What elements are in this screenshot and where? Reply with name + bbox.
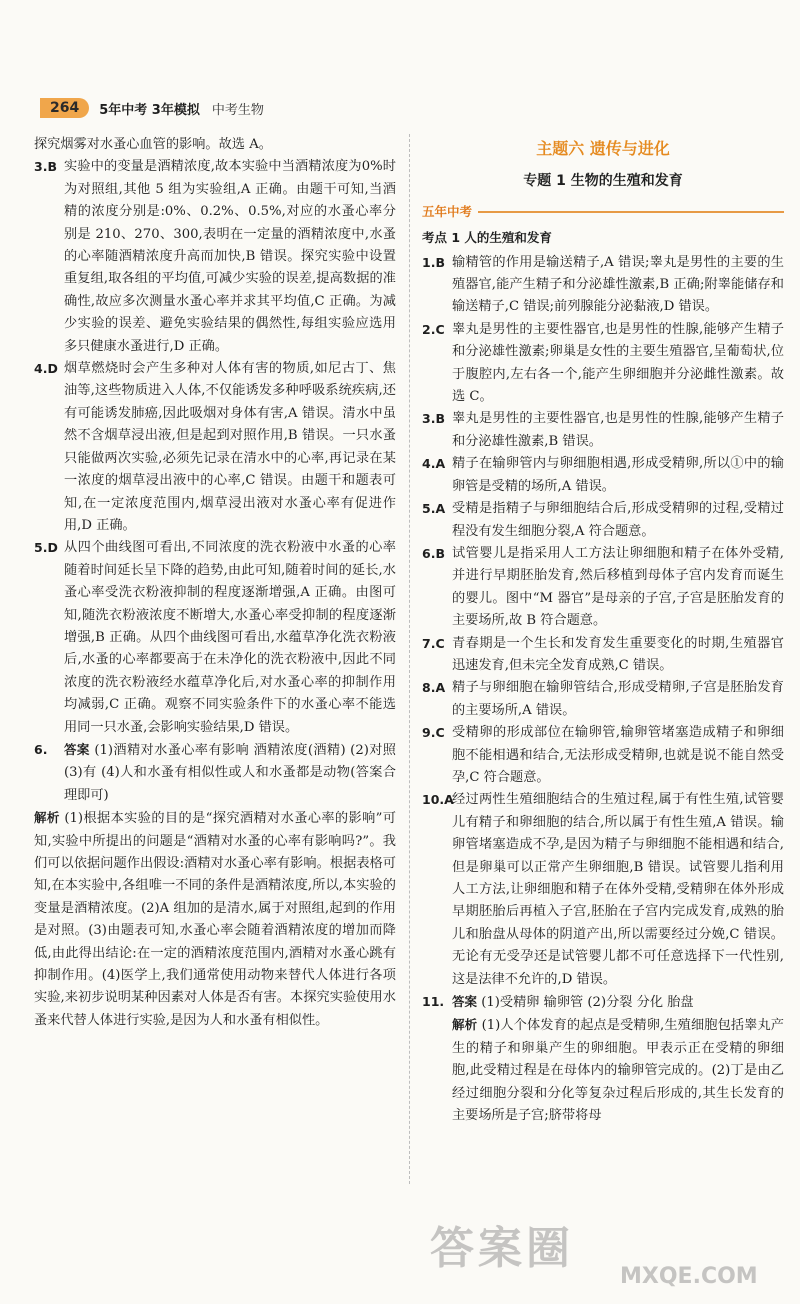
answer-item-11 bbox=[422, 991, 784, 1014]
answer-item-3 bbox=[422, 408, 784, 453]
answer-block bbox=[64, 739, 396, 807]
answer-item-8 bbox=[422, 677, 784, 722]
explanation-text: 经过两性生殖细胞结合的生殖过程,属于有性生殖,试管婴儿有精子和卵细胞的结合,所以属于有性生殖,A 错误。输卵管堵塞造成不孕,是因为精子与卵细胞不能相遇和结合,但是卵巢可以正常产生卵细胞,B 错误。试管婴儿指利用人工方法,让卵细胞和精子在体外受精,受精卵在体外形成早期胚胎后再植入子宫,胚胎在子宫内完成发育,成熟的胎儿和胎盘从母体的阴道产出,所以需要经过分娩,C 错误。无论有无受孕还是试管婴儿都不可任意选择下一代性别,这是法律不允许的,D 错误。 bbox=[452, 792, 784, 987]
theme-title: 主题六 遗传与进化 bbox=[536, 139, 670, 158]
answer-item-2 bbox=[422, 319, 784, 409]
explanation-text: 实验中的变量是酒精浓度,故本实验中当酒精浓度为0%时为对照组,其他 5 组为实验组,A 正确。由题干可知,当酒精的浓度分别是:0%、0.2%、0.5%,对应的水蚤心率分别是 210、270、300,表明在一定量的酒精浓度中,水蚤的心率随酒精浓度升高而加快,B 错误。探究实验中设置重复组,取各组的平均值,可减少实验的误差,提高数据的准确性,故应多次测量水蚤心率并求其平均值,C 正确。为减少实验的误差、避免实验结果的偶然性,每组实验应选用多只健康水蚤进行,D 正确。 bbox=[64, 159, 396, 354]
explanation-text: 睾丸是男性的主要性器官,也是男性的性腺,能够产生精子和分泌雄性激素;卵巢是女性的主要生殖器官,呈葡萄状,位于腹腔内,左右各一个,能产生卵细胞并分泌雌性激素。故选 C。 bbox=[452, 321, 784, 405]
section-banner bbox=[422, 201, 784, 223]
answer-item-10 bbox=[422, 789, 784, 991]
analysis-text: (1)根据本实验的目的是“探究酒精对水蚤心率的影响”可知,实验中所提出的问题是“酒精对水蚤的心率有影响吗?”。我们可以依据问题作出假设:酒精对水蚤心率有影响。根据表格可知,在本实验中,各组唯一不同的条件是酒精浓度,所以,本实验的变量是酒精浓度。(2)A 组加的是清水,属于对照组,起到的作用是对照。(3)由题表可知,水蚤心率会随着酒精浓度的增加而降低,由此得出结论:在一定的酒精浓度范围内,酒精对水蚤心跳有抑制作用。(4)医学上,我们通常使用动物来替代人体进行各项实验,来初步说明某种因素对人体是否有害。本探究实验使用水蚤来代替人体进行实验,是因为人和水蚤有相似性。 bbox=[34, 811, 396, 1028]
section-rule bbox=[478, 211, 784, 213]
column-divider bbox=[409, 134, 410, 1184]
question-number: 2.C bbox=[422, 321, 445, 337]
answer-item-5 bbox=[34, 537, 396, 739]
answer-item-6 bbox=[34, 739, 396, 807]
explanation-text: 从四个曲线图可看出,不同浓度的洗衣粉液中水蚤的心率随着时间延长呈下降的趋势,由此可知,随着时间的延长,水蚤心率受洗衣粉液抑制的程度逐渐增强,A 正确。由图可知,随洗衣粉液浓度不断增大,水蚤心率受抑制的程度逐渐增强,B 正确。从四个曲线图可看出,水蕴草净化洗衣粉液后,水蚤的心率都要高于在未净化的洗衣粉液中,因此不同浓度的洗衣粉液经水蕴草净化后,对水蚤心率的抑制作用均减弱,C 正确。观察不同实验条件下的水蚤心率不能选用同一只水蚤,会影响实验结果,D 错误。 bbox=[64, 540, 396, 735]
answer-item-6 bbox=[422, 543, 784, 633]
analysis-text: (1)人个体发育的起点是受精卵,生殖细胞包括睾丸产生的精子和卵巢产生的卵细胞。甲表示正在受精的卵细胞,此受精过程是在母体内的输卵管完成的。(2)丁是由乙经过细胞分裂和分化等复杂过程后形成的,其生长发育的主要场所是子宫;脐带将母 bbox=[452, 1018, 784, 1124]
answer-text: (1)酒精对水蚤心率有影响 酒精浓度(酒精) (2)对照 (3)有 (4)人和水蚤有相似性或人和水蚤都是动物(答案合理即可) bbox=[64, 742, 396, 803]
explanation-text: 青春期是一个生长和发育发生重要变化的时期,生殖器官迅速发育,但未完全发育成熟,C 错误。 bbox=[452, 635, 784, 673]
subject-label: 中考生物 bbox=[211, 102, 264, 118]
question-number: 9.C bbox=[422, 725, 445, 741]
answer-item-4 bbox=[34, 358, 396, 537]
watermark-logo-text: 答案圈 bbox=[430, 1223, 574, 1274]
page-number: 264 bbox=[40, 98, 89, 118]
question-number: 11. bbox=[422, 994, 445, 1010]
answer-item-3 bbox=[34, 156, 396, 358]
question-number: 6. bbox=[34, 741, 48, 757]
left-column bbox=[34, 134, 396, 1032]
explanation-text: 睾丸是男性的主要性器官,也是男性的性腺,能够产生精子和分泌雄性激素,B 错误。 bbox=[452, 411, 784, 449]
question-number: 3.B bbox=[34, 159, 57, 175]
section-label: 五年中考 bbox=[422, 203, 473, 219]
answer-item-7 bbox=[422, 633, 784, 678]
analysis-block bbox=[34, 807, 396, 1032]
answer-item-4 bbox=[422, 453, 784, 498]
page-header bbox=[40, 96, 264, 120]
answer-item-5 bbox=[422, 498, 784, 543]
question-number: 7.C bbox=[422, 635, 445, 651]
answer-item-9 bbox=[422, 722, 784, 789]
explanation-text: 输精管的作用是输送精子,A 错误;睾丸是男性的主要的生殖器官,能产生精子和分泌雄性激素,B 正确;附睾能储存和输送精子,C 错误;前列腺能分泌黏液,D 错误。 bbox=[452, 254, 784, 315]
book-series-title: 5年中考 3年模拟 bbox=[99, 102, 200, 118]
question-number: 5.D bbox=[34, 540, 58, 556]
question-number: 6.B bbox=[422, 545, 445, 561]
answer-block bbox=[452, 991, 784, 1014]
question-number: 5.A bbox=[422, 501, 446, 517]
analysis-block bbox=[422, 1014, 784, 1127]
question-number: 4.A bbox=[422, 456, 446, 472]
explanation-text: 受精是指精子与卵细胞结合后,形成受精卵的过程,受精过程没有发生细胞分裂,A 符合题意。 bbox=[452, 501, 784, 539]
continued-text: 探究烟雾对水蚤心血管的影响。故选 A。 bbox=[34, 137, 272, 152]
explanation-text: 烟草燃烧时会产生多种对人体有害的物质,如尼古丁、焦油等,这些物质进入人体,不仅能诱发多种呼吸系统疾病,还有可能诱发肺癌,因此吸烟对身体有害,A 错误。清水中虽然不含烟草浸出液,但是起到对照作用,B 错误。一只水蚤只能做两次实验,必须先记录在清水中的心率,再记录在某一浓度的烟草浸出液中的心率,C 错误。由题干和题表可知,在一定浓度范围内,烟草浸出液对水蚤心率有促进作用,D 正确。 bbox=[64, 361, 396, 533]
question-number: 8.A bbox=[422, 680, 446, 696]
question-number: 4.D bbox=[34, 361, 58, 377]
answer-label: 答案 bbox=[452, 994, 478, 1010]
explanation-text: 精子与卵细胞在输卵管结合,形成受精卵,子宫是胚胎发育的主要场所,A 错误。 bbox=[452, 680, 784, 718]
answer-item-1 bbox=[422, 252, 784, 319]
analysis-body bbox=[452, 1014, 784, 1127]
analysis-label: 解析 bbox=[34, 810, 60, 826]
kaodian-heading: 考点 1 人的生殖和发育 bbox=[422, 230, 552, 246]
explanation-text: 精子在输卵管内与卵细胞相遇,形成受精卵,所以①中的输卵管是受精的场所,A 错误。 bbox=[452, 456, 784, 494]
question-number: 1.B bbox=[422, 254, 445, 270]
question-number: 3.B bbox=[422, 411, 445, 427]
right-column bbox=[422, 134, 784, 1127]
question-number: 10.A bbox=[422, 792, 454, 808]
analysis-label: 解析 bbox=[452, 1017, 478, 1033]
answer-text: (1)受精卵 输卵管 (2)分裂 分化 胎盘 bbox=[481, 995, 694, 1011]
explanation-text: 试管婴儿是指采用人工方法让卵细胞和精子在体外受精,并进行早期胚胎发育,然后移植到母体子宫内发育而诞生的婴儿。图中“M 器官”是母亲的子宫,子宫是胚胎发育的主要场所,故 B 符合题意。 bbox=[452, 545, 784, 629]
watermark-site-text: MXQE.COM bbox=[620, 1264, 758, 1289]
answer-label: 答案 bbox=[64, 741, 90, 757]
explanation-text: 受精卵的形成部位在输卵管,输卵管堵塞造成精子和卵细胞不能相遇和结合,无法形成受精卵,也就是说不能自然受孕,C 符合题意。 bbox=[452, 725, 784, 785]
topic-title: 专题 1 生物的生殖和发育 bbox=[523, 173, 683, 190]
